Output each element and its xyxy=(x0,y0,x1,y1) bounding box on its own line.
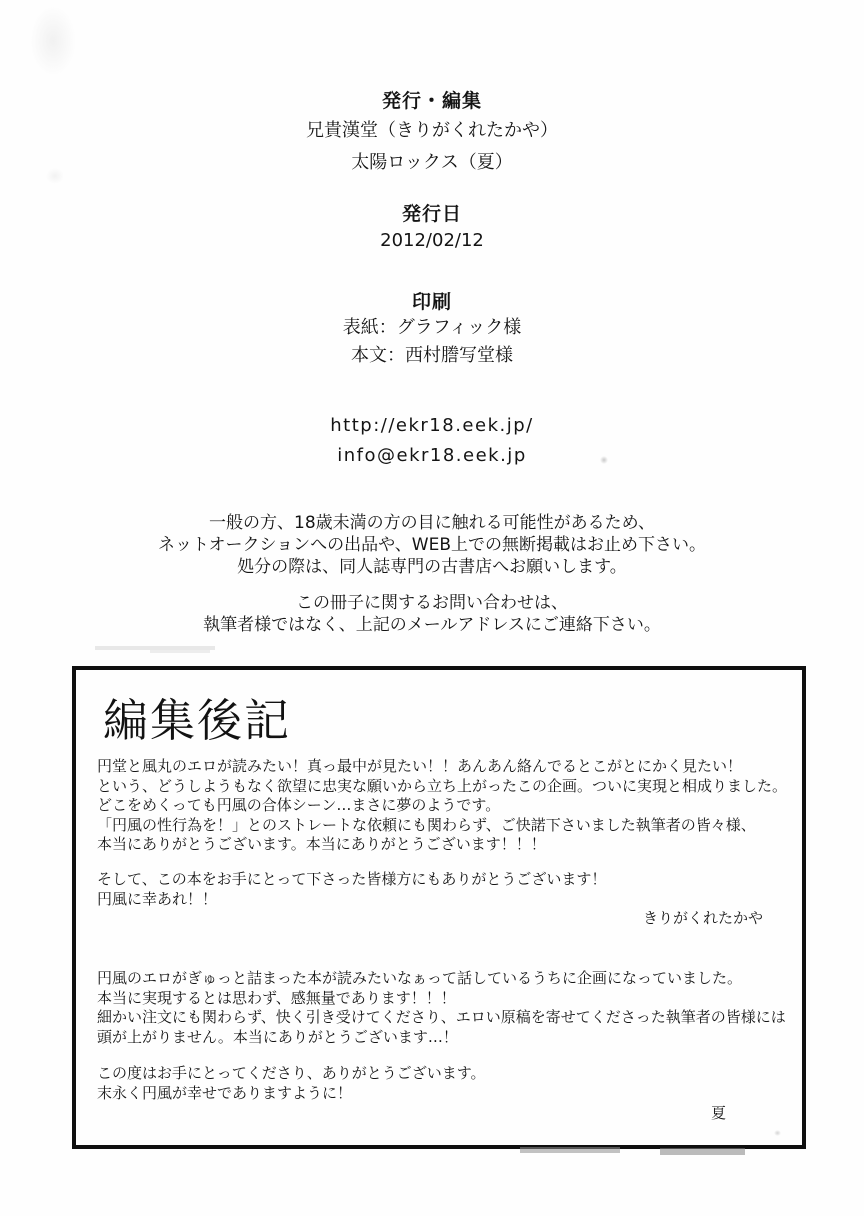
partner-thanks-paragraph xyxy=(97,1064,486,1103)
notice-distribution-line1: 一般の方、18歳未満の方の目に触れる可能性があるため、 xyxy=(209,513,655,533)
notice-contact-line1: この冊子に関するお問い合わせは、 xyxy=(296,593,568,613)
issue-date-value: 2012/02/12 xyxy=(380,230,484,251)
scan-smudge xyxy=(150,650,210,653)
editor-thanks-line: 円風に幸あれ！！ xyxy=(97,889,218,908)
email-address: info@ekr18.eek.jp xyxy=(337,445,527,466)
partner-comment-paragraph xyxy=(97,969,786,1047)
partner-comment-line: 頭が上がりません。本当にありがとうございます…！ xyxy=(97,1027,458,1046)
scan-smudge xyxy=(660,1148,745,1155)
editor-signature: きりがくれたかや xyxy=(642,909,763,927)
issue-date-heading: 発行日 xyxy=(401,203,462,225)
scan-smudge xyxy=(95,646,215,650)
editor-thanks-line: そして、この本をお手にとって下さった皆様方にもありがとうございます！ xyxy=(97,870,607,888)
editor-comment-line: 本当にありがとうございます。本当にありがとうございます！！！ xyxy=(97,835,546,853)
editor-comment-paragraph xyxy=(97,757,787,855)
circle-name: 兄貴漢堂（きりがくれたかや） xyxy=(306,120,558,141)
editor-thanks-paragraph xyxy=(97,870,606,909)
partner-thanks-line: この度はお手にとってくださり、ありがとうございます。 xyxy=(97,1064,486,1082)
website-url: http://ekr18.eek.jp/ xyxy=(330,415,534,436)
partner-signature: 夏 xyxy=(710,1104,726,1122)
partner-comment-line: 円風のエロがぎゅっと詰まった本が読みたいなぁって話しているうちに企画になっていました。 xyxy=(97,969,743,987)
publisher-heading: 発行・編集 xyxy=(381,90,482,112)
printing-cover: 表紙：グラフィック様 xyxy=(342,317,522,338)
notice-distribution-line2: ネットオークションへの出品や、WEB上での無断掲載はお止め下さい。 xyxy=(157,535,707,555)
notice-contact-line2: 執筆者様ではなく、上記のメールアドレスにご連絡下さい。 xyxy=(203,615,661,635)
printing-body: 本文：西村謄写堂様 xyxy=(351,345,513,366)
afterword-heading: 編集後記 xyxy=(103,694,292,747)
notice-distribution-line3: 処分の際は、同人誌専門の古書店へお願いします。 xyxy=(237,557,627,577)
scan-smudge xyxy=(30,6,76,76)
editor-comment-line: どこをめくっても円風の合体シーン…まさに夢のようです。 xyxy=(97,796,501,814)
partner-comment-line: 本当に実現するとは思わず、感無量であります！！！ xyxy=(97,988,456,1007)
editor-comment-line: 円堂と風丸のエロが読みたい！真っ最中が見たい！！あんあん絡んでるとこがとにかく見たい！ xyxy=(97,757,743,775)
circle-name-alias: 太陽ロックス（夏） xyxy=(351,152,513,173)
printing-heading: 印刷 xyxy=(411,291,452,313)
afterword-box xyxy=(72,666,806,1149)
partner-comment-line: 細かい注文にも関わらず、快く引き受けてくださり、エロい原稿を寄せてくださった執筆者の皆様には xyxy=(97,1008,786,1026)
editor-comment-line: 「円風の性行為を！」とのストレートな依頼にも関わらず、ご快諾下さいました執筆者の皆々様、 xyxy=(97,815,756,834)
partner-thanks-line: 末永く円風が幸せでありますように！ xyxy=(97,1083,353,1102)
editor-comment-line: という、どうしようもなく欲望に忠実な願いから立ち上がったこの企画。ついに実現と相成りました。 xyxy=(97,776,788,795)
